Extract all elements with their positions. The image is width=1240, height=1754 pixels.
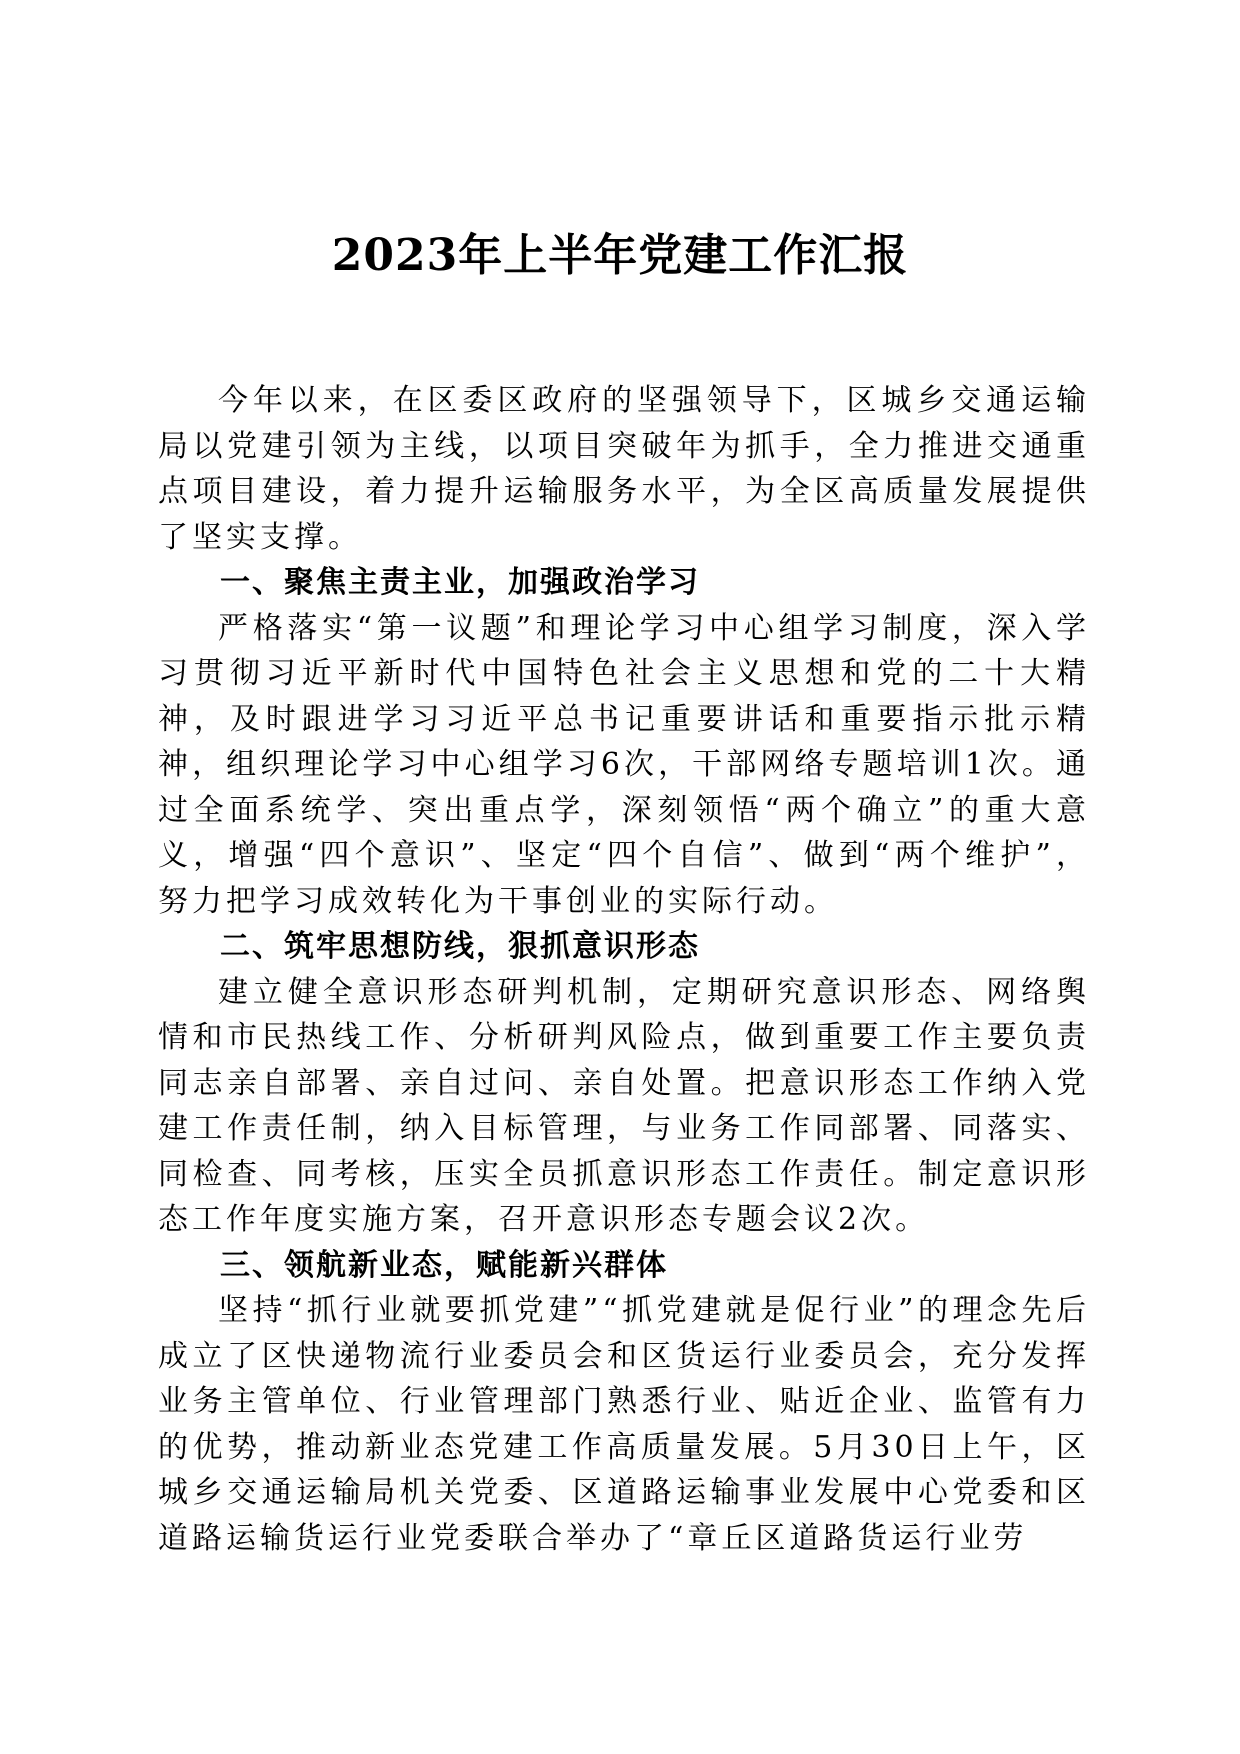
intro-paragraph: 今年以来，在区委区政府的坚强领导下，区城乡交通运输局以党建引领为主线，以项目突破年为抓手，全力推进交通重点项目建设，着力提升运输服务水平，为全区高质量发展提供了坚实支撑。 [158, 383, 1090, 555]
section-heading-3: 三、领航新业态，赋能新兴群体 [220, 1247, 668, 1283]
section-body-1: 严格落实“第一议题”和理论学习中心组学习制度，深入学习贯彻习近平新时代中国特色社会主义思想和党的二十大精神，及时跟进学习习近平总书记重要讲话和重要指示批示精神，组织理论学习中心组学习6次，干部网络专题培训1次。通过全面系统学、突出重点学，深刻领悟“两个确立”的重大意义，增强“四个意识”、坚定“四个自信”、做到“两个维护”，努力把学习成效转化为干事创业的实际行动。 [158, 610, 1090, 919]
document-title: 2023年上半年党建工作汇报 [331, 230, 909, 281]
section-body-2: 建立健全意识形态研判机制，定期研究意识形态、网络舆情和市民热线工作、分析研判风险点，做到重要工作主要负责同志亲自部署、亲自过问、亲自处置。把意识形态工作纳入党建工作责任制，纳入目标管理，与业务工作同部署、同落实、同检查、同考核，压实全员抓意识形态工作责任。制定意识形态工作年度实施方案，召开意识形态专题会议2次。 [158, 974, 1090, 1237]
section-heading-2: 二、筑牢思想防线，狠抓意识形态 [220, 929, 700, 964]
section-body-3: 坚持“抓行业就要抓党建”“抓党建就是促行业”的理念先后成立了区快递物流行业委员会和区货运行业委员会，充分发挥业务主管单位、行业管理部门熟悉行业、贴近企业、监管有力的优势，推动新业态党建工作高质量发展。5月30日上午，区城乡交通运输局机关党委、区道路运输事业发展中心党委和区道路运输货运行业党委联合举办了“章丘区道路货运行业劳 [158, 1293, 1090, 1556]
section-heading-1: 一、聚焦主责主业，加强政治学习 [220, 565, 700, 600]
document-body [158, 378, 1090, 1561]
